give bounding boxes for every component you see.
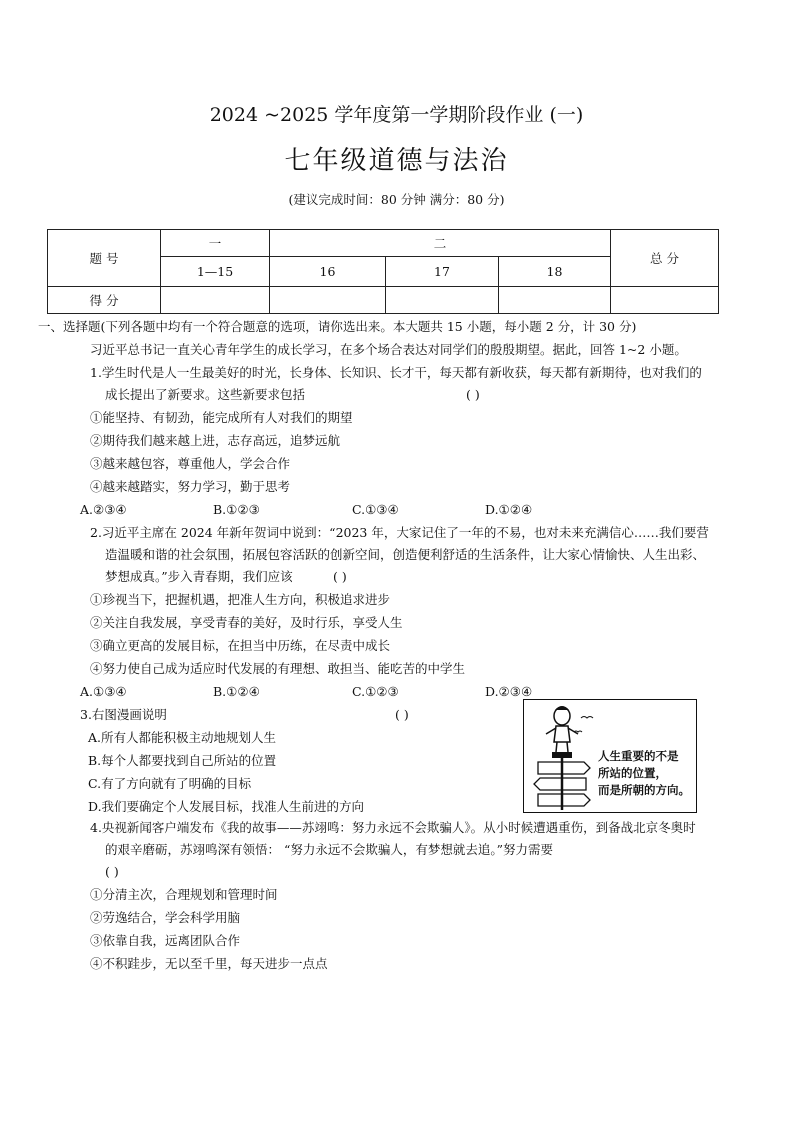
q1-option-d[interactable]: D.①②④ (485, 502, 533, 517)
q2-option-b[interactable]: B.①②④ (213, 684, 260, 699)
header-part2: 二 (270, 230, 611, 257)
section-heading: 一、选择题(下列各题中均有一个符合题意的选项，请你选出来。本大题共 15 小题，每小题 2 分，计 30 分) (38, 319, 637, 334)
score-cell[interactable] (386, 287, 499, 314)
q3-answer-paren[interactable]: ( ) (395, 707, 409, 722)
sub-header-18: 18 (499, 257, 611, 287)
label-total: 总 分 (611, 230, 719, 287)
section-intro: 习近平总书记一直关心青年学生的成长学习，在多个场合表达对同学们的殷殷期望。据此，回答 1~2 小题。 (90, 342, 687, 357)
q4-item: ④不积跬步，无以至千里，每天进步一点点 (90, 956, 328, 971)
cartoon-caption-line2: 所站的位置， (598, 766, 667, 780)
q2-item: ④努力使自己成为适应时代发展的有理想、敢担当、能吃苦的中学生 (90, 661, 466, 676)
q1-item: ④越来越踏实，努力学习，勤于思考 (90, 479, 291, 494)
q1-option-c[interactable]: C.①③④ (352, 502, 399, 517)
label-question-number: 题 号 (48, 230, 161, 287)
q4-stem-line1: 4.央视新闻客户端发布《我的故事——苏翊鸣：努力永远不会欺骗人》。从小时候遭遇重伤，到备战北京冬奥时 (90, 820, 696, 835)
exam-subject-title: 七年级道德与法治 (284, 146, 509, 176)
q2-option-d[interactable]: D.②③④ (485, 684, 533, 699)
q2-stem-line3: 梦想成真。”步入青春期，我们应该 (105, 569, 293, 584)
q1-stem-line2: 成长提出了新要求。这些新要求包括 (105, 387, 306, 402)
q2-option-c[interactable]: C.①②③ (352, 684, 399, 699)
label-score: 得 分 (48, 287, 161, 314)
score-table (47, 229, 719, 314)
header-part1: 一 (161, 230, 270, 257)
q4-item: ②劳逸结合，学会科学用脑 (90, 910, 241, 925)
q1-option-b[interactable]: B.①②③ (213, 502, 260, 517)
q4-item: ①分清主次，合理规划和管理时间 (90, 887, 278, 902)
q1-option-a[interactable]: A.②③④ (80, 502, 127, 517)
q3-stem: 3.右图漫画说明 (80, 707, 167, 722)
score-cell[interactable] (270, 287, 386, 314)
q4-answer-paren[interactable]: ( ) (105, 864, 119, 879)
q2-item: ③确立更高的发展目标，在担当中历练，在尽责中成长 (90, 638, 391, 653)
q1-stem-line1: 1.学生时代是人一生最美好的时光，长身体、长知识、长才干，每天都有新收获，每天都有新期待，也对我们的 (90, 365, 702, 380)
q3-option-b[interactable]: B.每个人都要找到自己所站的位置 (88, 753, 277, 768)
q2-item: ①珍视当下，把握机遇，把准人生方向，积极追求进步 (90, 592, 391, 607)
sub-header-17: 17 (386, 257, 499, 287)
q1-answer-paren[interactable]: ( ) (466, 387, 480, 402)
q3-option-a[interactable]: A.所有人都能积极主动地规划人生 (88, 730, 277, 745)
exam-title-line1: 2024 ~2025 学年度第一学期阶段作业 (一) (209, 104, 584, 126)
score-cell[interactable] (161, 287, 270, 314)
signpost-person-illustration (526, 702, 598, 812)
q3-option-d[interactable]: D.我们要确定个人发展目标，找准人生前进的方向 (88, 799, 365, 814)
q2-stem-line1: 2.习近平主席在 2024 年新年贺词中说到：“2023 年，大家记住了一年的不易，也对未来充满信心……我们要营 (90, 525, 709, 540)
q2-stem-line2: 造温暖和谐的社会氛围，拓展包容活跃的创新空间，创造便利舒适的生活条件，让大家心情愉快、人生出彩、 (105, 547, 706, 562)
q4-item: ③依靠自我，远离团队合作 (90, 933, 241, 948)
q3-cartoon (523, 699, 697, 813)
q3-option-c[interactable]: C.有了方向就有了明确的目标 (88, 776, 252, 791)
q2-answer-paren[interactable]: ( ) (333, 569, 347, 584)
cartoon-caption-line3: 而是所朝的方向。 (598, 783, 690, 797)
sub-header-1-15: 1—15 (161, 257, 270, 287)
q1-item: ③越来越包容，尊重他人，学会合作 (90, 456, 291, 471)
total-score-cell[interactable] (611, 287, 719, 314)
q1-item: ①能坚持、有韧劲，能完成所有人对我们的期望 (90, 410, 353, 425)
exam-time-note: (建议完成时间：80 分钟 满分：80 分) (288, 192, 505, 207)
cartoon-caption-line1: 人生重要的不是 (598, 749, 679, 763)
sub-header-16: 16 (270, 257, 386, 287)
q2-option-a[interactable]: A.①③④ (80, 684, 127, 699)
q2-item: ②关注自我发展，享受青春的美好，及时行乐，享受人生 (90, 615, 403, 630)
q1-item: ②期待我们越来越上进，志存高远，追梦远航 (90, 433, 341, 448)
q4-stem-line2: 的艰辛磨砺，苏翊鸣深有领悟： “努力永远不会欺骗人，有梦想就去追。”努力需要 (105, 842, 554, 857)
score-cell[interactable] (499, 287, 611, 314)
